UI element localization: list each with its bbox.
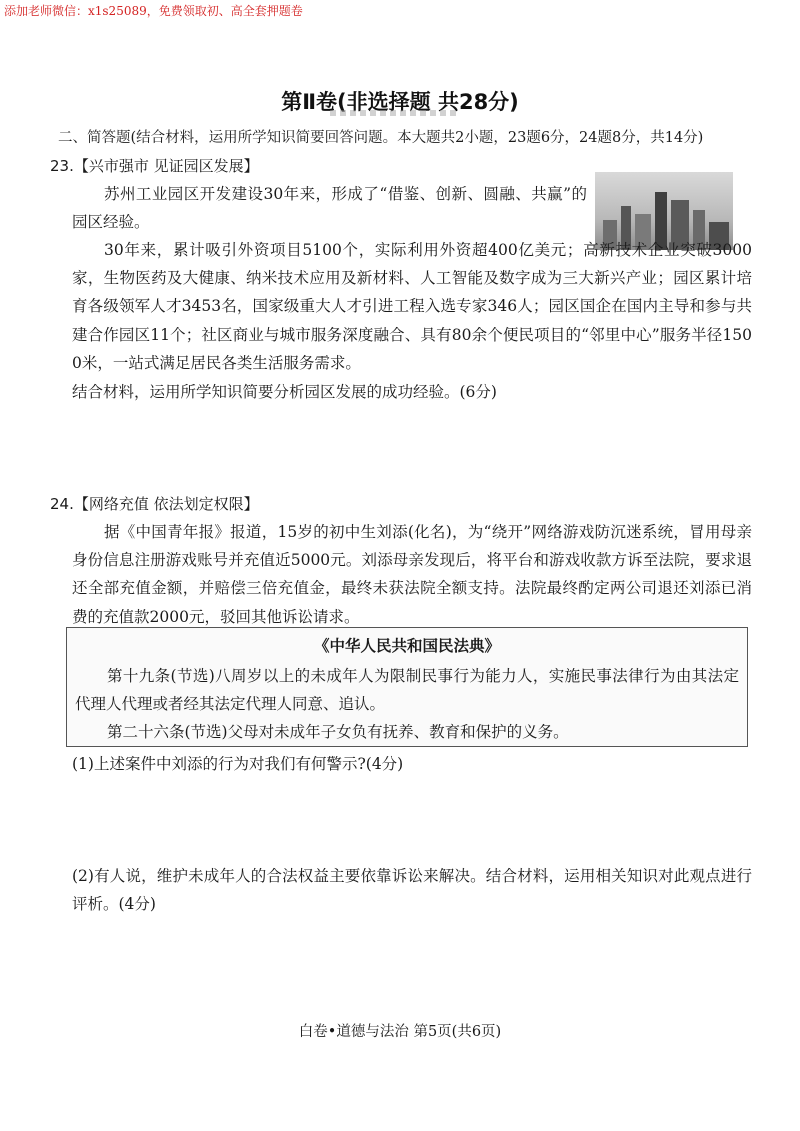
question-24-number: 24. <box>50 495 74 513</box>
civil-code-excerpt-box <box>66 627 748 747</box>
page-footer: 白卷•道德与法治 第5页(共6页) <box>298 1024 502 1040</box>
question-24-subquestion-1: (1)上述案件中刘添的行为对我们有何警示?(4分) <box>72 755 404 773</box>
civil-code-article-26: 第二十六条(节选)父母对未成年子女负有抚养、教育和保护的义务。 <box>107 723 569 741</box>
question-23-prompt: 结合材料，运用所学知识简要分析园区发展的成功经验。(6分) <box>72 383 497 401</box>
question-23-number: 23. <box>50 157 74 175</box>
faded-subtitle-residue <box>330 110 460 116</box>
question-24-heading: 【网络充值 依法划定权限】 <box>73 495 259 513</box>
watermark-text: 添加老师微信：x1s25089，免费领取初、高全套押题卷 <box>4 4 303 18</box>
civil-code-article-19: 第十九条(节选)八周岁以上的未成年人为限制民事行为能力人，实施民事法律行为由其法定代理人代理或者经其法定代理人同意、追认。 <box>75 667 739 713</box>
question-24-paragraph-1: 据《中国青年报》报道，15岁的初中生刘添(化名)，为“绕开”网络游戏防沉迷系统，冒用母亲身份信息注册游戏账号并充值近5000元。刘添母亲发现后，将平台和游戏收款方诉至法院，要求退还全部充值金额，并赔偿三倍充值金，最终未获法院全额支持。法院最终酌定两公司退还刘添已消费的充值款2000元，驳回其他诉讼请求。 <box>72 523 752 626</box>
question-24-subquestion-2: (2)有人说，维护未成年人的合法权益主要依靠诉讼来解决。结合材料，运用相关知识对此观点进行评析。(4分) <box>72 867 752 914</box>
question-23-header <box>50 152 259 180</box>
civil-code-title: 《中华人民共和国民法典》 <box>313 637 500 655</box>
question-24-header <box>50 490 259 518</box>
question-23-paragraph-1: 苏州工业园区开发建设30年来，形成了“借鉴、创新、圆融、共赢”的园区经验。 <box>72 185 587 232</box>
instructions: 二、简答题(结合材料，运用所学知识简要回答问题。本大题共2小题，23题6分，24题8分，共14分) <box>58 130 704 146</box>
section-header: 第Ⅱ卷(非选择题 共28分) <box>281 90 519 114</box>
question-23-paragraph-2: 30年来，累计吸引外资项目5100个，实际利用外资超400亿美元；高新技术企业突破3000家，生物医药及大健康、纳米技术应用及新材料、人工智能及数字成为三大新兴产业；园区累计培育各级领军人才3453名，国家级重大人才引进工程入选专家346人；园区国企在国内主导和参与共建合作园区11个；社区商业与城市服务深度融合、具有80余个便民项目的“邻里中心”服务半径1500米，一站式满足居民各类生活服务需求。 <box>72 241 752 372</box>
question-23-heading: 【兴市强市 见证园区发展】 <box>73 157 259 175</box>
